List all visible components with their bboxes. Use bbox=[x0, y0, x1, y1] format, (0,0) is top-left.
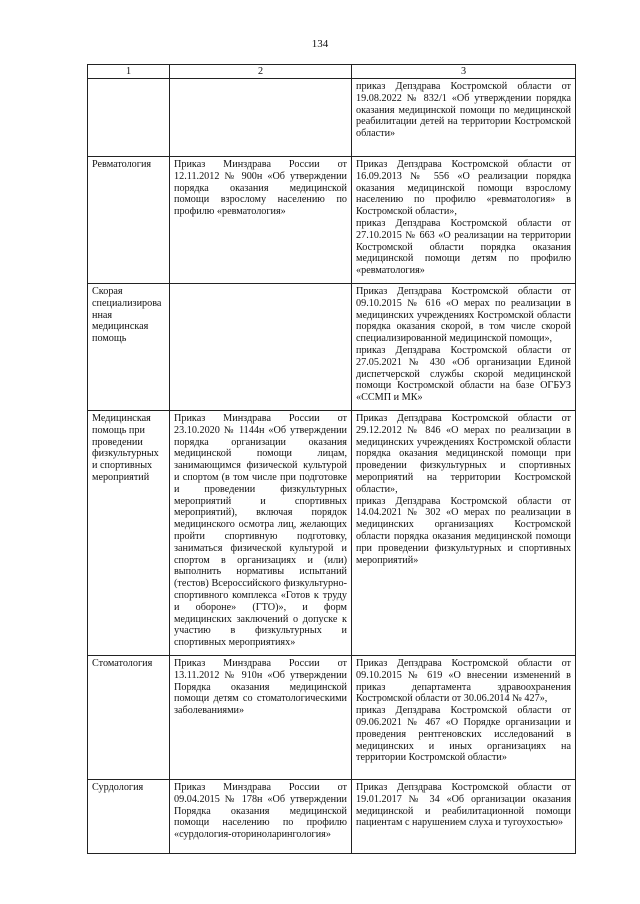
regional-order-text: Приказ Депздрава Костромской области от 19.01.2017 № 34 «Об организации оказания медицинской и реабилитационной помощи пациентам с нарушением слуха и тугоухостью» bbox=[356, 781, 571, 829]
federal-order-cell: Приказ Минздрава России от 13.11.2012 № 910н «Об утверждении Порядка оказания медицинской помощи детям со стоматологическими заболеваниями» bbox=[170, 655, 352, 779]
federal-order-cell: Приказ Минздрава России от 09.04.2015 № 178н «Об утверждении Порядка оказания медицинской помощи населению по профилю «сурдология-оториноларингология» bbox=[170, 779, 352, 853]
regional-order-text: Приказ Депздрава Костромской области от 09.10.2015 № 619 «О внесении изменений в приказ департамента здравоохранения Костромской области от 30.06.2014 № 427», приказ Депздрава Костромской области от 09.06.2021 № 467 «О Порядке организации и проведения рентгеновских исследований в медицинских и иных организациях на территории Костромской области» bbox=[356, 657, 571, 764]
regional-order-cell bbox=[352, 410, 576, 655]
table-row bbox=[88, 157, 576, 284]
table-row bbox=[88, 283, 576, 410]
regional-order-cell bbox=[352, 779, 576, 853]
column-header-2: 2 bbox=[170, 65, 352, 79]
profile-cell: Медицинская помощь при проведении физкультурных и спортивных мероприятий bbox=[88, 410, 170, 655]
table-row bbox=[88, 779, 576, 853]
orders-table bbox=[87, 64, 576, 854]
federal-order-cell: Приказ Минздрава России от 12.11.2012 № 900н «Об утверждении порядка оказания медицинской помощи взрослому населению по профилю «ревматология» bbox=[170, 157, 352, 284]
table-row bbox=[88, 410, 576, 655]
regional-order-text: Приказ Депздрава Костромской области от 29.12.2012 № 846 «О мерах по реализации в медицинских учреждениях Костромской области порядка оказания медицинской помощи при проведении физкультурных и спортивных мероприятий на территории Костромской области», приказ Депздрава Костромской области от 14.04.2021 № 302 «О мерах по реализации в медицинских организациях Костромской области порядка оказания медицинской помощи при проведении физкультурных и спортивных мероприятий» bbox=[356, 412, 571, 566]
table-row bbox=[88, 79, 576, 157]
federal-order-cell bbox=[170, 79, 352, 157]
profile-cell: Стоматология bbox=[88, 655, 170, 779]
column-header-3: 3 bbox=[352, 65, 576, 79]
regional-order-cell bbox=[352, 283, 576, 410]
page-number: 134 bbox=[311, 38, 329, 50]
regional-order-cell bbox=[352, 655, 576, 779]
regional-order-text: Приказ Депздрава Костромской области от 09.10.2015 № 616 «О мерах по реализации в медицинских учреждениях Костромской области порядка оказания скорой, в том числе скорой специализированной медицинской помощи», приказ Депздрава Костромской области от 27.05.2021 № 430 «Об организации Единой диспетчерской службы скорой медицинской помощи Костромской области на базе ОГБУЗ «ССМП и МК» bbox=[356, 285, 571, 404]
profile-cell: Скорая специализированная медицинская помощь bbox=[88, 283, 170, 410]
table-header-row bbox=[88, 65, 576, 79]
regional-order-cell bbox=[352, 157, 576, 284]
column-header-1: 1 bbox=[88, 65, 170, 79]
regional-order-text: Приказ Депздрава Костромской области от 16.09.2013 № 556 «О реализации порядка оказания медицинской помощи взрослому населению по профилю «ревматология» в Костромской области», приказ Депздрава Костромской области от 27.10.2015 № 663 «О реализации на территории Костромской области порядка оказания медицинской помощи детям по профилю «ревматология» bbox=[356, 159, 571, 277]
federal-order-cell bbox=[170, 283, 352, 410]
profile-cell: Сурдология bbox=[88, 779, 170, 853]
federal-order-cell: Приказ Минздрава России от 23.10.2020 № 1144н «Об утверждении порядка организации оказания медицинской помощи лицам, занимающимся физической культурой и спортом (в том числе при подготовке и проведении физкультурных мероприятий и спортивных мероприятий), включая порядок медицинского осмотра лиц, желающих пройти спортивную подготовку, заниматься физической культурой и спортом в организациях и (или) выполнить нормативы испытаний (тестов) Всероссийского физкультурно-спортивного комплекса «Готов к труду и обороне» (ГТО)», и форм медицинских заключений о допуске к участию в физкультурных и спортивных мероприятиях» bbox=[170, 410, 352, 655]
regional-order-text: приказ Депздрава Костромской области от 19.08.2022 № 832/1 «Об утверждении порядка оказания медицинской помощи по медицинской реабилитации детей на территории Костромской области» bbox=[356, 81, 571, 140]
regional-order-cell bbox=[352, 79, 576, 157]
profile-cell bbox=[88, 79, 170, 157]
profile-cell: Ревматология bbox=[88, 157, 170, 284]
table-row bbox=[88, 655, 576, 779]
